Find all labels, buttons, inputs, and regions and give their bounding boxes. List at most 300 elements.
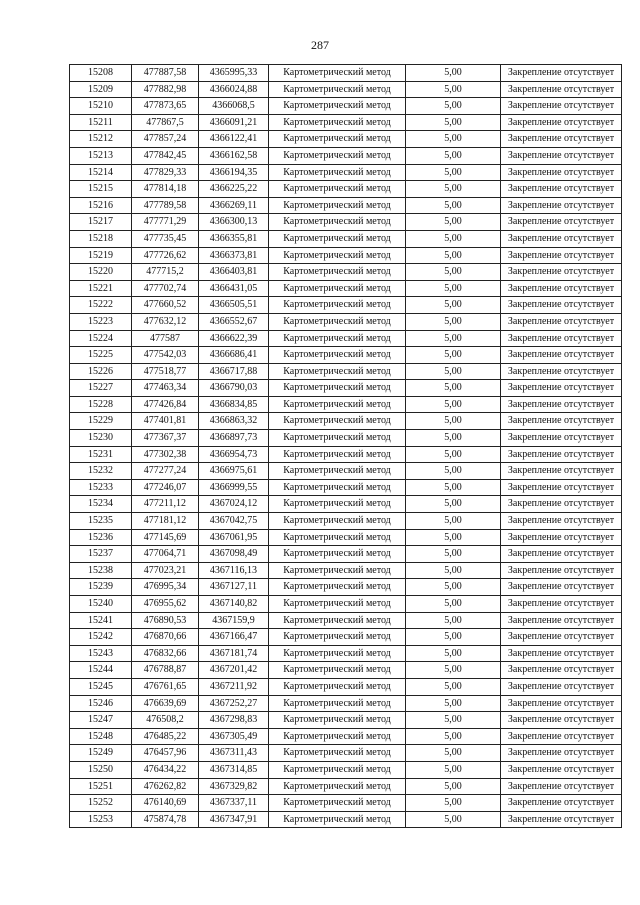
table-row (70, 513, 622, 530)
table-row (70, 131, 622, 148)
table-row (70, 712, 622, 729)
table-row (70, 230, 622, 247)
y-coordinate-cell: 4367329,82 (199, 778, 269, 795)
table-row (70, 363, 622, 380)
method-cell: Картометрический метод (269, 546, 406, 563)
method-cell: Картометрический метод (269, 712, 406, 729)
method-cell: Картометрический метод (269, 695, 406, 712)
method-cell: Картометрический метод (269, 629, 406, 646)
fixation-cell: Закрепление отсутствует (501, 463, 622, 480)
fixation-cell: Закрепление отсутствует (501, 761, 622, 778)
point-number-cell: 15238 (70, 562, 132, 579)
point-number-cell: 15216 (70, 197, 132, 214)
table-row (70, 678, 622, 695)
y-coordinate-cell: 4366024,88 (199, 81, 269, 98)
accuracy-cell: 5,00 (406, 546, 501, 563)
fixation-cell: Закрепление отсутствует (501, 728, 622, 745)
y-coordinate-cell: 4366403,81 (199, 264, 269, 281)
y-coordinate-cell: 4367140,82 (199, 596, 269, 613)
table-row (70, 247, 622, 264)
accuracy-cell: 5,00 (406, 396, 501, 413)
accuracy-cell: 5,00 (406, 81, 501, 98)
table-row (70, 761, 622, 778)
point-number-cell: 15234 (70, 496, 132, 513)
accuracy-cell: 5,00 (406, 513, 501, 530)
accuracy-cell: 5,00 (406, 562, 501, 579)
x-coordinate-cell: 477587 (132, 330, 199, 347)
point-number-cell: 15231 (70, 446, 132, 463)
point-number-cell: 15230 (70, 430, 132, 447)
y-coordinate-cell: 4366622,39 (199, 330, 269, 347)
method-cell: Картометрический метод (269, 81, 406, 98)
fixation-cell: Закрепление отсутствует (501, 197, 622, 214)
table-row (70, 546, 622, 563)
table-row (70, 396, 622, 413)
x-coordinate-cell: 477789,58 (132, 197, 199, 214)
fixation-cell: Закрепление отсутствует (501, 164, 622, 181)
y-coordinate-cell: 4366834,85 (199, 396, 269, 413)
table-row (70, 65, 622, 82)
accuracy-cell: 5,00 (406, 645, 501, 662)
fixation-cell: Закрепление отсутствует (501, 181, 622, 198)
table-row (70, 745, 622, 762)
accuracy-cell: 5,00 (406, 347, 501, 364)
point-number-cell: 15243 (70, 645, 132, 662)
method-cell: Картометрический метод (269, 579, 406, 596)
y-coordinate-cell: 4366954,73 (199, 446, 269, 463)
fixation-cell: Закрепление отсутствует (501, 147, 622, 164)
table-row (70, 496, 622, 513)
y-coordinate-cell: 4367252,27 (199, 695, 269, 712)
point-number-cell: 15215 (70, 181, 132, 198)
point-number-cell: 15244 (70, 662, 132, 679)
method-cell: Картометрический метод (269, 795, 406, 812)
method-cell: Картометрический метод (269, 678, 406, 695)
fixation-cell: Закрепление отсутствует (501, 529, 622, 546)
y-coordinate-cell: 4367061,95 (199, 529, 269, 546)
x-coordinate-cell: 476870,66 (132, 629, 199, 646)
x-coordinate-cell: 477702,74 (132, 280, 199, 297)
x-coordinate-cell: 477726,62 (132, 247, 199, 264)
fixation-cell: Закрепление отсутствует (501, 811, 622, 828)
method-cell: Картометрический метод (269, 264, 406, 281)
fixation-cell: Закрепление отсутствует (501, 396, 622, 413)
x-coordinate-cell: 477857,24 (132, 131, 199, 148)
x-coordinate-cell: 477023,21 (132, 562, 199, 579)
method-cell: Картометрический метод (269, 645, 406, 662)
accuracy-cell: 5,00 (406, 313, 501, 330)
method-cell: Картометрический метод (269, 463, 406, 480)
x-coordinate-cell: 475874,78 (132, 811, 199, 828)
point-number-cell: 15217 (70, 214, 132, 231)
method-cell: Картометрический метод (269, 114, 406, 131)
accuracy-cell: 5,00 (406, 297, 501, 314)
point-number-cell: 15248 (70, 728, 132, 745)
fixation-cell: Закрепление отсутствует (501, 230, 622, 247)
fixation-cell: Закрепление отсутствует (501, 114, 622, 131)
accuracy-cell: 5,00 (406, 147, 501, 164)
y-coordinate-cell: 4365995,33 (199, 65, 269, 82)
accuracy-cell: 5,00 (406, 596, 501, 613)
table-row (70, 446, 622, 463)
point-number-cell: 15236 (70, 529, 132, 546)
method-cell: Картометрический метод (269, 745, 406, 762)
method-cell: Картометрический метод (269, 728, 406, 745)
point-number-cell: 15249 (70, 745, 132, 762)
method-cell: Картометрический метод (269, 479, 406, 496)
x-coordinate-cell: 477660,52 (132, 297, 199, 314)
method-cell: Картометрический метод (269, 562, 406, 579)
accuracy-cell: 5,00 (406, 479, 501, 496)
x-coordinate-cell: 477829,33 (132, 164, 199, 181)
point-number-cell: 15228 (70, 396, 132, 413)
y-coordinate-cell: 4367314,85 (199, 761, 269, 778)
x-coordinate-cell: 477715,2 (132, 264, 199, 281)
y-coordinate-cell: 4366355,81 (199, 230, 269, 247)
table-row (70, 147, 622, 164)
method-cell: Картометрический метод (269, 513, 406, 530)
x-coordinate-cell: 477814,18 (132, 181, 199, 198)
fixation-cell: Закрепление отсутствует (501, 98, 622, 115)
method-cell: Картометрический метод (269, 612, 406, 629)
method-cell: Картометрический метод (269, 280, 406, 297)
fixation-cell: Закрепление отсутствует (501, 297, 622, 314)
coordinates-table-body (70, 65, 622, 828)
accuracy-cell: 5,00 (406, 114, 501, 131)
point-number-cell: 15220 (70, 264, 132, 281)
accuracy-cell: 5,00 (406, 230, 501, 247)
x-coordinate-cell: 477246,07 (132, 479, 199, 496)
table-row (70, 562, 622, 579)
y-coordinate-cell: 4367305,49 (199, 728, 269, 745)
accuracy-cell: 5,00 (406, 811, 501, 828)
y-coordinate-cell: 4367311,43 (199, 745, 269, 762)
fixation-cell: Закрепление отсутствует (501, 496, 622, 513)
table-row (70, 579, 622, 596)
point-number-cell: 15211 (70, 114, 132, 131)
point-number-cell: 15225 (70, 347, 132, 364)
method-cell: Картометрический метод (269, 363, 406, 380)
method-cell: Картометрический метод (269, 65, 406, 82)
point-number-cell: 15223 (70, 313, 132, 330)
point-number-cell: 15253 (70, 811, 132, 828)
y-coordinate-cell: 4366790,03 (199, 380, 269, 397)
table-row (70, 98, 622, 115)
table-row (70, 629, 622, 646)
x-coordinate-cell: 477873,65 (132, 98, 199, 115)
accuracy-cell: 5,00 (406, 131, 501, 148)
y-coordinate-cell: 4366863,32 (199, 413, 269, 430)
table-row (70, 347, 622, 364)
point-number-cell: 15229 (70, 413, 132, 430)
table-row (70, 114, 622, 131)
accuracy-cell: 5,00 (406, 761, 501, 778)
y-coordinate-cell: 4367201,42 (199, 662, 269, 679)
x-coordinate-cell: 476457,96 (132, 745, 199, 762)
fixation-cell: Закрепление отсутствует (501, 330, 622, 347)
x-coordinate-cell: 477064,71 (132, 546, 199, 563)
method-cell: Картометрический метод (269, 313, 406, 330)
point-number-cell: 15218 (70, 230, 132, 247)
x-coordinate-cell: 477882,98 (132, 81, 199, 98)
point-number-cell: 15250 (70, 761, 132, 778)
x-coordinate-cell: 477632,12 (132, 313, 199, 330)
accuracy-cell: 5,00 (406, 579, 501, 596)
point-number-cell: 15227 (70, 380, 132, 397)
accuracy-cell: 5,00 (406, 164, 501, 181)
accuracy-cell: 5,00 (406, 496, 501, 513)
y-coordinate-cell: 4366999,55 (199, 479, 269, 496)
x-coordinate-cell: 476788,87 (132, 662, 199, 679)
table-row (70, 81, 622, 98)
accuracy-cell: 5,00 (406, 214, 501, 231)
fixation-cell: Закрепление отсутствует (501, 778, 622, 795)
fixation-cell: Закрепление отсутствует (501, 795, 622, 812)
point-number-cell: 15219 (70, 247, 132, 264)
y-coordinate-cell: 4367116,13 (199, 562, 269, 579)
y-coordinate-cell: 4366162,58 (199, 147, 269, 164)
y-coordinate-cell: 4367098,49 (199, 546, 269, 563)
x-coordinate-cell: 477181,12 (132, 513, 199, 530)
y-coordinate-cell: 4366225,22 (199, 181, 269, 198)
point-number-cell: 15213 (70, 147, 132, 164)
accuracy-cell: 5,00 (406, 795, 501, 812)
y-coordinate-cell: 4366431,05 (199, 280, 269, 297)
fixation-cell: Закрепление отсутствует (501, 678, 622, 695)
page-number: 287 (311, 38, 329, 52)
point-number-cell: 15246 (70, 695, 132, 712)
fixation-cell: Закрепление отсутствует (501, 446, 622, 463)
fixation-cell: Закрепление отсутствует (501, 313, 622, 330)
accuracy-cell: 5,00 (406, 446, 501, 463)
y-coordinate-cell: 4366269,11 (199, 197, 269, 214)
method-cell: Картометрический метод (269, 396, 406, 413)
x-coordinate-cell: 477887,58 (132, 65, 199, 82)
y-coordinate-cell: 4366091,21 (199, 114, 269, 131)
fixation-cell: Закрепление отсутствует (501, 280, 622, 297)
table-row (70, 728, 622, 745)
point-number-cell: 15210 (70, 98, 132, 115)
fixation-cell: Закрепление отсутствует (501, 413, 622, 430)
point-number-cell: 15247 (70, 712, 132, 729)
fixation-cell: Закрепление отсутствует (501, 347, 622, 364)
y-coordinate-cell: 4366122,41 (199, 131, 269, 148)
y-coordinate-cell: 4367166,47 (199, 629, 269, 646)
table-row (70, 297, 622, 314)
table-row (70, 662, 622, 679)
point-number-cell: 15235 (70, 513, 132, 530)
method-cell: Картометрический метод (269, 529, 406, 546)
y-coordinate-cell: 4366194,35 (199, 164, 269, 181)
x-coordinate-cell: 476140,69 (132, 795, 199, 812)
fixation-cell: Закрепление отсутствует (501, 131, 622, 148)
point-number-cell: 15233 (70, 479, 132, 496)
table-row (70, 795, 622, 812)
table-row (70, 479, 622, 496)
method-cell: Картометрический метод (269, 181, 406, 198)
table-row (70, 280, 622, 297)
method-cell: Картометрический метод (269, 662, 406, 679)
y-coordinate-cell: 4366686,41 (199, 347, 269, 364)
x-coordinate-cell: 476639,69 (132, 695, 199, 712)
method-cell: Картометрический метод (269, 596, 406, 613)
x-coordinate-cell: 476434,22 (132, 761, 199, 778)
table-row (70, 164, 622, 181)
method-cell: Картометрический метод (269, 430, 406, 447)
fixation-cell: Закрепление отсутствует (501, 363, 622, 380)
table-row (70, 214, 622, 231)
table-row (70, 811, 622, 828)
y-coordinate-cell: 4366975,61 (199, 463, 269, 480)
method-cell: Картометрический метод (269, 297, 406, 314)
x-coordinate-cell: 477735,45 (132, 230, 199, 247)
method-cell: Картометрический метод (269, 147, 406, 164)
point-number-cell: 15224 (70, 330, 132, 347)
table-row (70, 645, 622, 662)
fixation-cell: Закрепление отсутствует (501, 579, 622, 596)
table-row (70, 430, 622, 447)
x-coordinate-cell: 476761,65 (132, 678, 199, 695)
point-number-cell: 15232 (70, 463, 132, 480)
fixation-cell: Закрепление отсутствует (501, 430, 622, 447)
accuracy-cell: 5,00 (406, 247, 501, 264)
fixation-cell: Закрепление отсутствует (501, 562, 622, 579)
point-number-cell: 15251 (70, 778, 132, 795)
fixation-cell: Закрепление отсутствует (501, 214, 622, 231)
fixation-cell: Закрепление отсутствует (501, 479, 622, 496)
accuracy-cell: 5,00 (406, 330, 501, 347)
accuracy-cell: 5,00 (406, 264, 501, 281)
x-coordinate-cell: 477463,34 (132, 380, 199, 397)
method-cell: Картометрический метод (269, 496, 406, 513)
y-coordinate-cell: 4367181,74 (199, 645, 269, 662)
y-coordinate-cell: 4366373,81 (199, 247, 269, 264)
x-coordinate-cell: 476832,66 (132, 645, 199, 662)
x-coordinate-cell: 477277,24 (132, 463, 199, 480)
accuracy-cell: 5,00 (406, 728, 501, 745)
accuracy-cell: 5,00 (406, 280, 501, 297)
fixation-cell: Закрепление отсутствует (501, 745, 622, 762)
point-number-cell: 15252 (70, 795, 132, 812)
table-row (70, 197, 622, 214)
fixation-cell: Закрепление отсутствует (501, 247, 622, 264)
method-cell: Картометрический метод (269, 131, 406, 148)
coordinates-table (69, 64, 622, 828)
accuracy-cell: 5,00 (406, 65, 501, 82)
table-row (70, 181, 622, 198)
x-coordinate-cell: 477842,45 (132, 147, 199, 164)
accuracy-cell: 5,00 (406, 678, 501, 695)
method-cell: Картометрический метод (269, 330, 406, 347)
point-number-cell: 15212 (70, 131, 132, 148)
table-row (70, 380, 622, 397)
y-coordinate-cell: 4367159,9 (199, 612, 269, 629)
y-coordinate-cell: 4367347,91 (199, 811, 269, 828)
method-cell: Картометрический метод (269, 347, 406, 364)
y-coordinate-cell: 4367337,11 (199, 795, 269, 812)
accuracy-cell: 5,00 (406, 363, 501, 380)
table-row (70, 612, 622, 629)
table-row (70, 330, 622, 347)
y-coordinate-cell: 4366505,51 (199, 297, 269, 314)
method-cell: Картометрический метод (269, 247, 406, 264)
accuracy-cell: 5,00 (406, 529, 501, 546)
fixation-cell: Закрепление отсутствует (501, 596, 622, 613)
point-number-cell: 15221 (70, 280, 132, 297)
fixation-cell: Закрепление отсутствует (501, 81, 622, 98)
point-number-cell: 15239 (70, 579, 132, 596)
method-cell: Картометрический метод (269, 413, 406, 430)
method-cell: Картометрический метод (269, 380, 406, 397)
accuracy-cell: 5,00 (406, 98, 501, 115)
y-coordinate-cell: 4367127,11 (199, 579, 269, 596)
y-coordinate-cell: 4366717,88 (199, 363, 269, 380)
method-cell: Картометрический метод (269, 197, 406, 214)
x-coordinate-cell: 476955,62 (132, 596, 199, 613)
accuracy-cell: 5,00 (406, 662, 501, 679)
x-coordinate-cell: 477426,84 (132, 396, 199, 413)
point-number-cell: 15214 (70, 164, 132, 181)
point-number-cell: 15245 (70, 678, 132, 695)
fixation-cell: Закрепление отсутствует (501, 546, 622, 563)
accuracy-cell: 5,00 (406, 413, 501, 430)
y-coordinate-cell: 4367024,12 (199, 496, 269, 513)
fixation-cell: Закрепление отсутствует (501, 612, 622, 629)
accuracy-cell: 5,00 (406, 712, 501, 729)
x-coordinate-cell: 476508,2 (132, 712, 199, 729)
x-coordinate-cell: 477367,37 (132, 430, 199, 447)
fixation-cell: Закрепление отсутствует (501, 712, 622, 729)
y-coordinate-cell: 4367042,75 (199, 513, 269, 530)
y-coordinate-cell: 4367211,92 (199, 678, 269, 695)
point-number-cell: 15226 (70, 363, 132, 380)
point-number-cell: 15241 (70, 612, 132, 629)
method-cell: Картометрический метод (269, 811, 406, 828)
accuracy-cell: 5,00 (406, 430, 501, 447)
x-coordinate-cell: 477867,5 (132, 114, 199, 131)
table-row (70, 463, 622, 480)
fixation-cell: Закрепление отсутствует (501, 629, 622, 646)
method-cell: Картометрический метод (269, 778, 406, 795)
accuracy-cell: 5,00 (406, 629, 501, 646)
accuracy-cell: 5,00 (406, 463, 501, 480)
point-number-cell: 15208 (70, 65, 132, 82)
accuracy-cell: 5,00 (406, 695, 501, 712)
y-coordinate-cell: 4367298,83 (199, 712, 269, 729)
accuracy-cell: 5,00 (406, 181, 501, 198)
method-cell: Картометрический метод (269, 214, 406, 231)
x-coordinate-cell: 477542,03 (132, 347, 199, 364)
x-coordinate-cell: 476485,22 (132, 728, 199, 745)
point-number-cell: 15209 (70, 81, 132, 98)
table-row (70, 778, 622, 795)
method-cell: Картометрический метод (269, 98, 406, 115)
x-coordinate-cell: 477145,69 (132, 529, 199, 546)
accuracy-cell: 5,00 (406, 745, 501, 762)
point-number-cell: 15242 (70, 629, 132, 646)
fixation-cell: Закрепление отсутствует (501, 645, 622, 662)
table-row (70, 313, 622, 330)
fixation-cell: Закрепление отсутствует (501, 662, 622, 679)
x-coordinate-cell: 476262,82 (132, 778, 199, 795)
y-coordinate-cell: 4366068,5 (199, 98, 269, 115)
accuracy-cell: 5,00 (406, 612, 501, 629)
x-coordinate-cell: 476890,53 (132, 612, 199, 629)
method-cell: Картометрический метод (269, 761, 406, 778)
point-number-cell: 15222 (70, 297, 132, 314)
method-cell: Картометрический метод (269, 164, 406, 181)
accuracy-cell: 5,00 (406, 778, 501, 795)
